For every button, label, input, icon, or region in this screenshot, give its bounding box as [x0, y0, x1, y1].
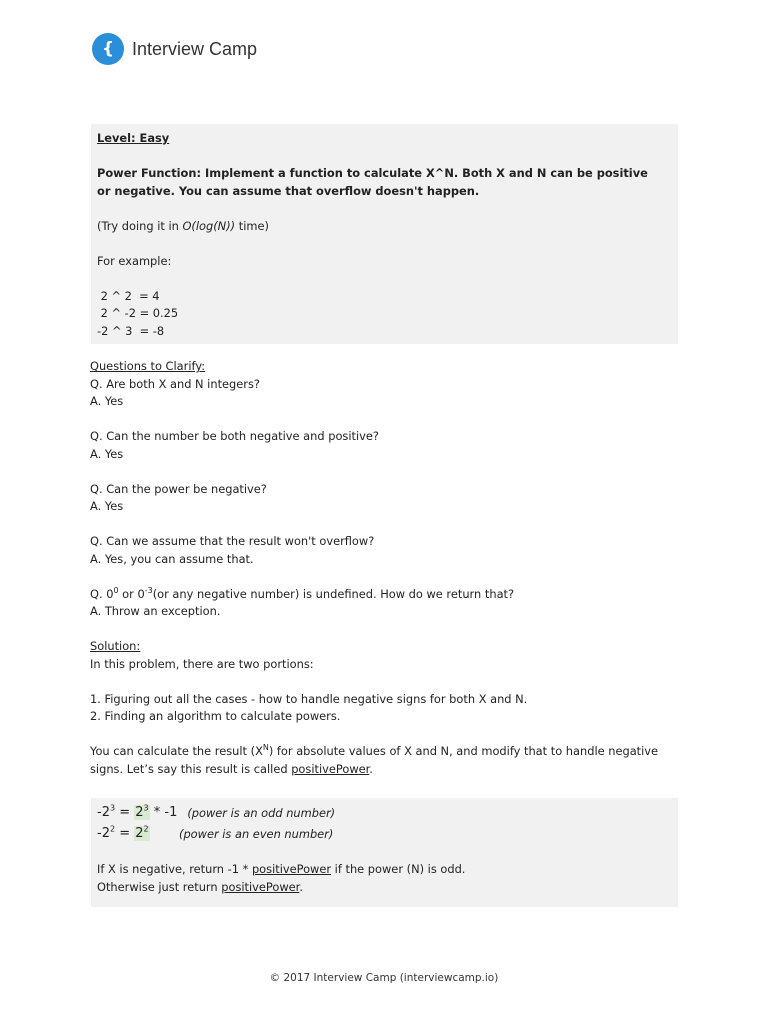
example-2: 2 ^ -2 = 0.25: [97, 306, 179, 320]
example-1: 2 ^ 2 = 4: [97, 288, 160, 303]
highlighted-power: $2^3$: [135, 803, 149, 820]
solution-intro: In this problem, there are two portions:: [90, 656, 314, 671]
solution-heading: Solution:: [90, 639, 141, 653]
question-2: Q. Can the number be both negative and positive?: [90, 429, 379, 443]
solution-step-1: 1. Figuring out all the cases - how to handle negative signs for both X and N.: [90, 691, 528, 706]
solution-calc-line-1: You can calculate the result $(X^N)$ for absolute values of X and N, and modify that to handle negative: [90, 743, 659, 758]
level-label: Level: Easy: [97, 131, 170, 145]
answer-5: A. Throw an exception.: [90, 604, 221, 618]
complexity-hint: (Try doing it in O(log(N)) time): [97, 218, 269, 233]
formula-box: [91, 798, 678, 907]
solution-calc-line-2: signs. Let’s say this result is called positivePower.: [90, 761, 373, 776]
positive-power-term: positivePower: [291, 761, 370, 776]
footer-copyright: © 2017 Interview Camp (interviewcamp.io): [269, 972, 499, 984]
brand-logo-icon: {: [92, 33, 124, 65]
answer-2: A. Yes: [90, 446, 124, 461]
example-3: -2 ^ 3 = -8: [97, 323, 165, 338]
question-3: Q. Can the power be negative?: [90, 481, 267, 496]
brand-name: Interview Camp: [132, 38, 258, 59]
formula-even-note: (power is an even number): [179, 826, 334, 841]
problem-box: [91, 124, 678, 344]
example-label: For example:: [97, 253, 172, 268]
answer-1: A. Yes: [90, 394, 124, 408]
question-4: Q. Can we assume that the result won't overflow?: [90, 534, 375, 548]
problem-statement-line-2: or negative. You can assume that overflow doesn't happen.: [97, 183, 480, 198]
answer-3: A. Yes: [90, 499, 124, 513]
rule-even: Otherwise just return positivePower.: [97, 879, 303, 894]
formula-even: $-2^2 = 2^2$ (power is an even number): [97, 824, 334, 841]
solution-step-2: 2. Finding an algorithm to calculate powers.: [90, 709, 341, 723]
main-content: [90, 358, 690, 778]
header: [92, 33, 257, 65]
formula-odd-note: (power is an odd number): [187, 805, 336, 820]
problem-statement-line-1: Power Function: Implement a function to calculate X^N. Both X and N can be positive: [97, 166, 648, 180]
formula-odd: $-2^3 = 2^3 * -1$ (power is an odd number): [97, 803, 336, 820]
rule-odd: If X is negative, return -1 * positivePower if the power (N) is odd.: [97, 862, 466, 876]
highlighted-power: $2^2$: [135, 824, 149, 841]
question-5: Q. $0^0$ or $0^{-3}(or$ any negative number) is undefined. How do we return that?: [90, 585, 515, 601]
questions-heading: Questions to Clarify:: [90, 359, 206, 373]
question-1: Q. Are both X and N integers?: [90, 376, 260, 391]
answer-4: A. Yes, you can assume that.: [90, 551, 254, 566]
